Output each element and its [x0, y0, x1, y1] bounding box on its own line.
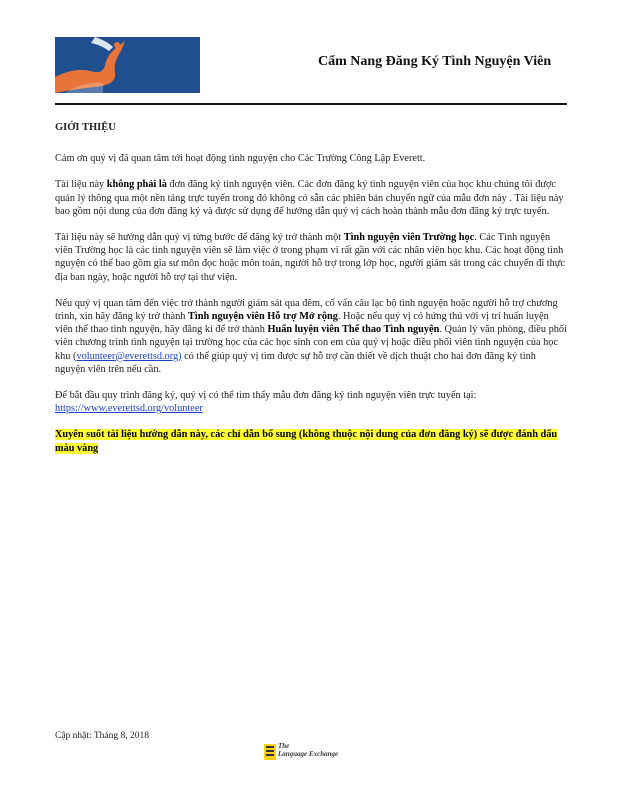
p2-text-c: đơn đăng ký tình nguyện viên. Các đơn đăng ký tình nguyện viên của học khu chúng tôi được quản lý thông qua một nền tảng trực tuyến trong đó không có sẵn các phiên bản chuyển ngữ của mẫu đơn này . Tài liệu này bao gồm nội dung của đơn đăng ký và được sử dụng để hướng dẫn quý vị cách hoàn thành mẫu đơn đăng ký trực tuyến.: [55, 179, 564, 217]
document-title: Cẩm Nang Đăng Ký Tình Nguyện Viên: [318, 54, 552, 69]
intro-paragraph-2: [55, 178, 567, 218]
intro-paragraph-5: [55, 389, 567, 415]
language-exchange-wordmark: [278, 742, 338, 758]
p4-emphasis-1: Tình nguyện viên Hỗ trợ Mở rộng: [188, 311, 338, 323]
logo-line-2: Language Exchange: [278, 750, 339, 758]
yellow-highlight-note: [55, 428, 567, 454]
logo-line-1: The: [278, 742, 290, 750]
p5-text-a: Để bắt đầu quy trình đăng ký, quý vị có thể tìm thấy mẫu đơn đăng ký tình nguyện viên trực tuyến tại:: [55, 390, 477, 402]
p3-text-c: . Các Tình nguyện viên Trường học là các tình nguyện viên sẽ làm việc ở trong phạm vi rất gần với các nhân viên học khu. Các hoạt động tình nguyện có thể bao gồm gia sư môn đọc hoặc môn toán, người hỗ trợ trong lớp học, người giám sát trong các chuyến đi thực địa ban ngày, hoặc người hỗ trợ tại thư viện.: [55, 232, 565, 283]
p3-text-a: Tài liệu này sẽ hướng dẫn quý vị từng bước để đăng ký trở thành một: [55, 232, 344, 244]
p4-text-a: Nếu quý vị quan tâm đến việc trở thành người giám sát qua đêm, cố vấn câu lạc bộ tình nguyện hoặc người hỗ trợ chương trình, xin hãy đăng ký trở thành: [55, 297, 558, 323]
updated-date: Cập nhật: Tháng 8, 2018: [55, 731, 150, 741]
volunteer-email-link[interactable]: volunteer@everettsd.org): [76, 350, 182, 362]
p2-emphasis: không phải là: [106, 179, 167, 191]
intro-section: [55, 121, 567, 468]
p4-text-f: có thể giúp quý vị tìm được sự hỗ trợ cần thiết về dịch thuật cho hai đơn đăng ký tình nguyện viên trên nếu cần.: [55, 350, 536, 375]
p2-text-a: Tài liệu này: [55, 179, 107, 191]
p4-emphasis-2: Huấn luyện viên Thể thao Tình nguyện: [267, 324, 440, 336]
highlight-note-text: Xuyên suốt tài liệu hướng dẫn này, các chỉ dẫn bổ sung (không thuộc nội dung của đơn đăng ký) sẽ được đánh dấu màu vàng: [55, 429, 558, 454]
intro-paragraph-4: [55, 297, 567, 376]
header-divider: [55, 103, 567, 105]
p4-text-e: . Quản lý văn phòng, điều phối viên chương trình tình nguyện tại trường học của các học sinh con em của quý vị hoặc điều phối viên tình nguyện của học khu (: [55, 324, 567, 362]
intro-heading: GIỚI THIỆU: [55, 122, 116, 133]
volunteer-url-link[interactable]: https://www.everettsd.org/volunteer: [55, 403, 203, 415]
p4-text-c: . Hoặc nếu quý vị có hứng thú với vị trí huấn luyện viên thể thao tình nguyện, hãy đăng kí để trở thành: [55, 311, 549, 336]
intro-paragraph-3: [55, 231, 567, 284]
intro-paragraph-1: Cảm ơn quý vị đã quan tâm tới hoạt động tình nguyện cho Các Trường Công Lập Everett.: [55, 153, 426, 165]
school-district-logo-icon: [55, 37, 200, 93]
p3-emphasis: Tình nguyện viên Trường học: [343, 232, 475, 244]
